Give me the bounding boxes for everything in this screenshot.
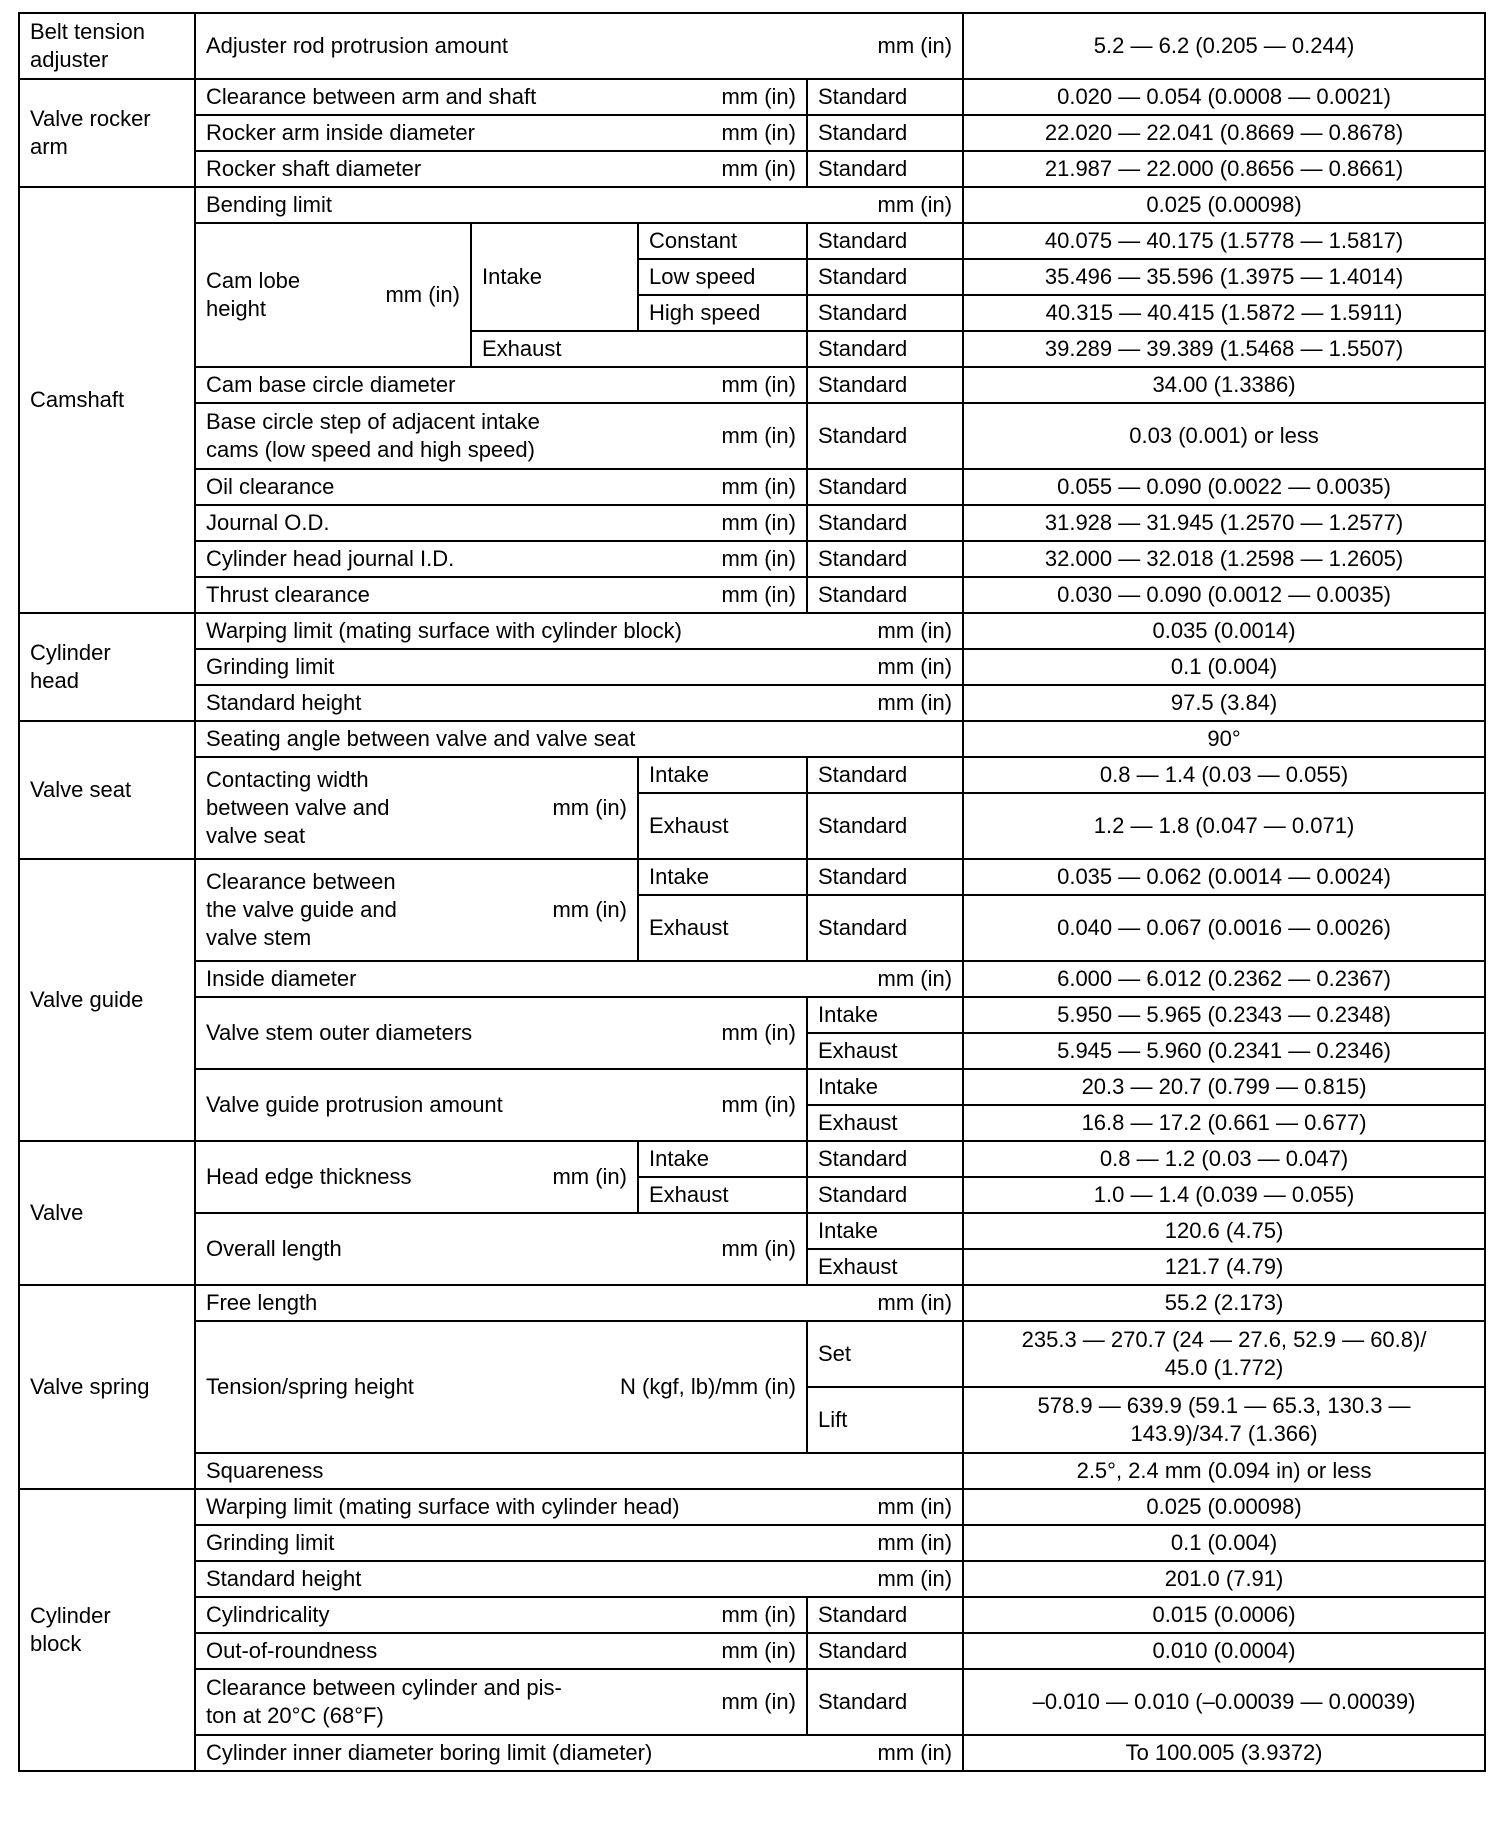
value-cell: 40.315 — 40.415 (1.5872 — 1.5911) <box>963 295 1485 331</box>
unit-label: mm (in) <box>877 1290 953 1315</box>
value-cell: 0.025 (0.00098) <box>963 1489 1485 1525</box>
value-cell: 20.3 — 20.7 (0.799 — 0.815) <box>963 1069 1485 1105</box>
item-cell <box>195 469 807 505</box>
condition-cell: Standard <box>807 469 963 505</box>
item-label: Inside diameter <box>206 966 357 991</box>
item-cell <box>195 223 471 367</box>
value-cell: 0.030 — 0.090 (0.0012 — 0.0035) <box>963 577 1485 613</box>
unit-label: mm (in) <box>721 156 796 181</box>
table-row <box>19 151 1485 187</box>
condition-cell: Standard <box>807 115 963 151</box>
item-label: Warping limit (mating surface with cylinder head) <box>206 1494 680 1519</box>
item-label: Warping limit (mating surface with cylinder block) <box>206 618 682 643</box>
sub-cell: Exhaust <box>807 1249 963 1285</box>
group-label: Cylinder block <box>19 1489 195 1771</box>
sub-cell: Exhaust <box>638 793 807 859</box>
unit-label: mm (in) <box>721 1638 796 1663</box>
item-cell <box>195 367 807 403</box>
condition-cell: Standard <box>807 757 963 793</box>
value-cell: 0.025 (0.00098) <box>963 187 1485 223</box>
item-cell <box>195 1141 638 1213</box>
item-cell <box>195 79 807 115</box>
table-row <box>19 115 1485 151</box>
item-cell <box>195 1735 963 1771</box>
item-cell <box>195 1525 963 1561</box>
value-cell: 21.987 — 22.000 (0.8656 — 0.8661) <box>963 151 1485 187</box>
unit-label: mm (in) <box>721 1602 796 1627</box>
value-cell: 2.5°, 2.4 mm (0.094 in) or less <box>963 1453 1485 1489</box>
sub-cell: Exhaust <box>638 1177 807 1213</box>
item-label: Adjuster rod protrusion amount <box>206 33 509 58</box>
item-label: Cam lobe height <box>206 268 301 321</box>
item-cell <box>195 1321 807 1453</box>
item-cell <box>195 13 963 79</box>
item-cell <box>195 541 807 577</box>
item-label: Free length <box>206 1290 318 1315</box>
table-row <box>19 961 1485 997</box>
unit-label: mm (in) <box>721 1020 796 1045</box>
unit-label: mm (in) <box>385 282 460 307</box>
sub-cell: Lift <box>807 1387 963 1453</box>
condition-cell: Standard <box>807 895 963 961</box>
condition-cell: Standard <box>807 1141 963 1177</box>
sub-cell: Exhaust <box>471 331 807 367</box>
value-cell: 0.1 (0.004) <box>963 1525 1485 1561</box>
condition-cell: Standard <box>807 793 963 859</box>
unit-label: mm (in) <box>721 1236 796 1261</box>
table-row <box>19 997 1485 1033</box>
unit-label: mm (in) <box>721 510 796 535</box>
sub-cell: Intake <box>807 997 963 1033</box>
sub-cell: Constant <box>638 223 807 259</box>
value-cell: 578.9 — 639.9 (59.1 — 65.3, 130.3 — 143.9)/34.7 (1.366) <box>963 1387 1485 1453</box>
unit-label: mm (in) <box>877 966 953 991</box>
table-row <box>19 1453 1485 1489</box>
group-label: Valve guide <box>19 859 195 1141</box>
item-label: Oil clearance <box>206 474 335 499</box>
condition-cell: Standard <box>807 151 963 187</box>
condition-cell: Standard <box>807 367 963 403</box>
unit-label: mm (in) <box>721 582 796 607</box>
value-cell: 40.075 — 40.175 (1.5778 — 1.5817) <box>963 223 1485 259</box>
table-row <box>19 1285 1485 1321</box>
value-cell: 34.00 (1.3386) <box>963 367 1485 403</box>
item-label: Valve stem outer diameters <box>206 1020 473 1045</box>
value-cell: 0.035 — 0.062 (0.0014 — 0.0024) <box>963 859 1485 895</box>
value-cell: 235.3 — 270.7 (24 — 27.6, 52.9 — 60.8)/ 45.0 (1.772) <box>963 1321 1485 1387</box>
unit-label: mm (in) <box>552 1164 627 1189</box>
value-cell: 5.945 — 5.960 (0.2341 — 0.2346) <box>963 1033 1485 1069</box>
sub-cell: Intake <box>638 757 807 793</box>
value-cell: 0.1 (0.004) <box>963 649 1485 685</box>
item-label: Out-of-roundness <box>206 1638 378 1663</box>
value-cell: 120.6 (4.75) <box>963 1213 1485 1249</box>
item-cell <box>195 577 807 613</box>
group-label: Valve seat <box>19 721 195 859</box>
item-label: Clearance between the valve guide and valve stem <box>206 869 397 950</box>
table-row <box>19 721 1485 757</box>
item-label: Clearance between cylinder and pis- ton at 20°C (68°F) <box>206 1675 562 1728</box>
item-cell <box>195 649 963 685</box>
unit-label: mm (in) <box>552 795 627 820</box>
unit-label: mm (in) <box>721 120 796 145</box>
group-label: Belt tension adjuster <box>19 13 195 79</box>
table-row <box>19 685 1485 721</box>
unit-label: mm (in) <box>721 1092 796 1117</box>
value-cell: 55.2 (2.173) <box>963 1285 1485 1321</box>
table-row <box>19 1597 1485 1633</box>
table-row <box>19 1735 1485 1771</box>
value-cell: 0.055 — 0.090 (0.0022 — 0.0035) <box>963 469 1485 505</box>
value-cell: 1.2 — 1.8 (0.047 — 0.071) <box>963 793 1485 859</box>
unit-label: N (kgf, lb)/mm (in) <box>620 1374 796 1399</box>
table-row <box>19 367 1485 403</box>
value-cell: 201.0 (7.91) <box>963 1561 1485 1597</box>
value-cell: 35.496 — 35.596 (1.3975 — 1.4014) <box>963 259 1485 295</box>
table-row <box>19 223 1485 259</box>
item-cell <box>195 1561 963 1597</box>
sub-cell: Set <box>807 1321 963 1387</box>
table-row <box>19 613 1485 649</box>
value-cell: 32.000 — 32.018 (1.2598 — 1.2605) <box>963 541 1485 577</box>
unit-label: mm (in) <box>877 1530 953 1555</box>
table-row <box>19 1669 1485 1735</box>
sub-cell: Low speed <box>638 259 807 295</box>
value-cell: 1.0 — 1.4 (0.039 — 0.055) <box>963 1177 1485 1213</box>
unit-label: mm (in) <box>877 33 953 58</box>
item-label: Cylindricality <box>206 1602 330 1627</box>
table-row <box>19 1069 1485 1105</box>
condition-cell: Standard <box>807 859 963 895</box>
value-cell: 31.928 — 31.945 (1.2570 — 1.2577) <box>963 505 1485 541</box>
item-label: Rocker arm inside diameter <box>206 120 475 145</box>
value-cell: 0.020 — 0.054 (0.0008 — 0.0021) <box>963 79 1485 115</box>
table-row <box>19 1321 1485 1387</box>
value-cell: 0.040 — 0.067 (0.0016 — 0.0026) <box>963 895 1485 961</box>
condition-cell: Standard <box>807 577 963 613</box>
table-row <box>19 1213 1485 1249</box>
item-label: Head edge thickness <box>206 1164 412 1189</box>
item-label: Grinding limit <box>206 1530 335 1555</box>
value-cell: 22.020 — 22.041 (0.8669 — 0.8678) <box>963 115 1485 151</box>
item-label: Thrust clearance <box>206 582 370 607</box>
condition-cell: Standard <box>807 1669 963 1735</box>
table-row <box>19 1489 1485 1525</box>
item-cell <box>195 859 638 961</box>
sub-cell: Intake <box>471 223 638 331</box>
unit-label: mm (in) <box>721 1689 796 1714</box>
item-label: Cylinder head journal I.D. <box>206 546 455 571</box>
unit-label: mm (in) <box>877 192 953 217</box>
condition-cell: Standard <box>807 541 963 577</box>
unit-label: mm (in) <box>877 1566 953 1591</box>
item-cell <box>195 1213 807 1285</box>
value-cell: 0.010 (0.0004) <box>963 1633 1485 1669</box>
item-cell <box>195 151 807 187</box>
unit-label: mm (in) <box>877 1740 953 1765</box>
table-row <box>19 859 1485 895</box>
item-cell <box>195 1489 963 1525</box>
unit-label: mm (in) <box>721 372 796 397</box>
unit-label: mm (in) <box>877 1494 953 1519</box>
item-label: Cam base circle diameter <box>206 372 456 397</box>
group-label: Valve <box>19 1141 195 1285</box>
unit-label: mm (in) <box>552 897 627 922</box>
item-cell <box>195 1069 807 1141</box>
table-row <box>19 13 1485 79</box>
condition-cell: Standard <box>807 1177 963 1213</box>
condition-cell: Standard <box>807 79 963 115</box>
item-cell: Squareness <box>195 1453 963 1489</box>
table-row <box>19 541 1485 577</box>
unit-label: mm (in) <box>721 474 796 499</box>
value-cell: 0.8 — 1.4 (0.03 — 0.055) <box>963 757 1485 793</box>
value-cell: 6.000 — 6.012 (0.2362 — 0.2367) <box>963 961 1485 997</box>
value-cell: To 100.005 (3.9372) <box>963 1735 1485 1771</box>
item-cell <box>195 505 807 541</box>
sub-cell: Exhaust <box>807 1033 963 1069</box>
item-cell <box>195 961 963 997</box>
item-cell <box>195 187 963 223</box>
table-row <box>19 469 1485 505</box>
condition-cell: Standard <box>807 1597 963 1633</box>
item-cell <box>195 1633 807 1669</box>
table-row <box>19 403 1485 469</box>
condition-cell: Standard <box>807 1633 963 1669</box>
table-row <box>19 1633 1485 1669</box>
item-label: Overall length <box>206 1236 342 1261</box>
condition-cell: Standard <box>807 331 963 367</box>
item-label: Rocker shaft diameter <box>206 156 422 181</box>
table-row <box>19 1141 1485 1177</box>
value-cell: 90° <box>963 721 1485 757</box>
item-cell: Seating angle between valve and valve seat <box>195 721 963 757</box>
condition-cell: Standard <box>807 223 963 259</box>
item-label: Grinding limit <box>206 654 335 679</box>
condition-cell: Standard <box>807 259 963 295</box>
item-label: Valve guide protrusion amount <box>206 1092 503 1117</box>
item-cell <box>195 997 807 1069</box>
item-cell <box>195 403 807 469</box>
item-label: Clearance between arm and shaft <box>206 84 537 109</box>
item-cell <box>195 613 963 649</box>
value-cell: 0.035 (0.0014) <box>963 613 1485 649</box>
item-cell <box>195 685 963 721</box>
table-row <box>19 649 1485 685</box>
table-row <box>19 505 1485 541</box>
item-label: Standard height <box>206 690 362 715</box>
item-label: Journal O.D. <box>206 510 330 535</box>
group-label: Valve spring <box>19 1285 195 1489</box>
sub-cell: Intake <box>638 859 807 895</box>
value-cell: 121.7 (4.79) <box>963 1249 1485 1285</box>
value-cell: –0.010 — 0.010 (–0.00039 — 0.00039) <box>963 1669 1485 1735</box>
value-cell: 0.015 (0.0006) <box>963 1597 1485 1633</box>
group-label: Cylinder head <box>19 613 195 721</box>
condition-cell: Standard <box>807 505 963 541</box>
value-cell: 39.289 — 39.389 (1.5468 — 1.5507) <box>963 331 1485 367</box>
item-cell <box>195 1597 807 1633</box>
sub-cell: Intake <box>807 1069 963 1105</box>
unit-label: mm (in) <box>877 618 953 643</box>
sub-cell: High speed <box>638 295 807 331</box>
sub-cell: Intake <box>807 1213 963 1249</box>
table-row <box>19 1561 1485 1597</box>
specifications-table <box>18 12 1486 1772</box>
value-cell: 0.8 — 1.2 (0.03 — 0.047) <box>963 1141 1485 1177</box>
item-cell <box>195 757 638 859</box>
value-cell: 16.8 — 17.2 (0.661 — 0.677) <box>963 1105 1485 1141</box>
item-cell <box>195 115 807 151</box>
item-label: Standard height <box>206 1566 362 1591</box>
table-row <box>19 577 1485 613</box>
unit-label: mm (in) <box>877 690 953 715</box>
unit-label: mm (in) <box>721 423 796 448</box>
value-cell: 0.03 (0.001) or less <box>963 403 1485 469</box>
unit-label: mm (in) <box>721 84 796 109</box>
unit-label: mm (in) <box>877 654 953 679</box>
unit-label: mm (in) <box>721 546 796 571</box>
item-label: Bending limit <box>206 192 332 217</box>
table-row <box>19 757 1485 793</box>
sub-cell: Intake <box>638 1141 807 1177</box>
item-label: Contacting width between valve and valve seat <box>206 767 390 848</box>
item-label: Tension/spring height <box>206 1374 414 1399</box>
table-row <box>19 79 1485 115</box>
condition-cell: Standard <box>807 295 963 331</box>
item-cell <box>195 1285 963 1321</box>
group-label: Camshaft <box>19 187 195 613</box>
value-cell: 97.5 (3.84) <box>963 685 1485 721</box>
table-row <box>19 187 1485 223</box>
item-label: Base circle step of adjacent intake cams (low speed and high speed) <box>206 409 540 462</box>
sub-cell: Exhaust <box>807 1105 963 1141</box>
item-cell <box>195 1669 807 1735</box>
table-row <box>19 1525 1485 1561</box>
value-cell: 5.950 — 5.965 (0.2343 — 0.2348) <box>963 997 1485 1033</box>
item-label: Cylinder inner diameter boring limit (diameter) <box>206 1740 653 1765</box>
group-label: Valve rocker arm <box>19 79 195 187</box>
condition-cell: Standard <box>807 403 963 469</box>
sub-cell: Exhaust <box>638 895 807 961</box>
value-cell: 5.2 — 6.2 (0.205 — 0.244) <box>963 13 1485 79</box>
